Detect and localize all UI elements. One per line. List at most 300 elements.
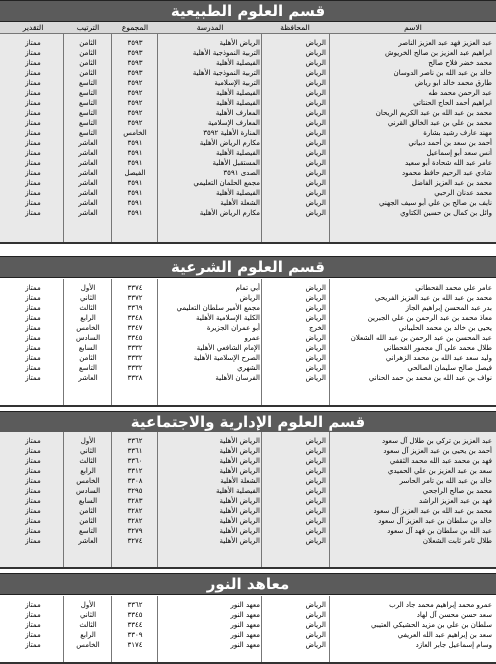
region: الرياض xyxy=(305,79,326,87)
rank: السابع xyxy=(78,344,98,352)
grade: ممتاز xyxy=(25,537,41,545)
grade: ممتاز xyxy=(25,294,41,302)
table-row xyxy=(0,38,496,48)
table-row xyxy=(0,476,496,486)
grade: ممتاز xyxy=(25,314,41,322)
region: الرياض xyxy=(305,517,326,525)
region: الرياض xyxy=(305,611,326,619)
student-name: نايف بن صالح بن علي أبو سيف الجهني xyxy=(379,199,492,207)
region: الرياض xyxy=(305,179,326,187)
grade: ممتاز xyxy=(25,149,41,157)
results-table xyxy=(0,34,496,244)
region: الرياض xyxy=(305,334,326,342)
student-name: محمد خضر فلاح صالح xyxy=(428,59,492,67)
region: الرياض xyxy=(305,457,326,465)
grade: ممتاز xyxy=(25,334,41,342)
header-total-score: المجموع xyxy=(121,23,149,32)
table-row xyxy=(0,283,496,293)
rank: الثامن xyxy=(79,354,97,362)
grade: ممتاز xyxy=(25,641,41,649)
student-name: أحمد بن يحيى بن عبد العزيز آل سعود xyxy=(383,447,492,455)
region: الرياض xyxy=(305,344,326,352)
student-name: وسام إسماعيل جابر العازد xyxy=(415,641,492,649)
rank: السادس xyxy=(75,487,101,495)
student-name: خالد بن عبد الله بن ناصر الدوسان xyxy=(393,69,492,77)
school: معهد النور xyxy=(230,631,260,639)
grade: ممتاز xyxy=(25,59,41,67)
section-banner xyxy=(0,573,496,595)
rank: العاشر xyxy=(78,139,98,147)
grade: ممتاز xyxy=(25,447,41,455)
rank: الأول xyxy=(80,284,96,292)
region: الخرج xyxy=(309,324,326,332)
table-row xyxy=(0,333,496,343)
student-name: فهد بن عبد العزيز الراشد xyxy=(419,497,492,505)
grade: ممتاز xyxy=(25,119,41,127)
rank: الثامن xyxy=(79,507,97,515)
region: الرياض xyxy=(305,59,326,67)
table-row xyxy=(0,506,496,516)
rank: العاشر xyxy=(78,149,98,157)
student-name: فيصل صالح سليمان الصالحي xyxy=(407,364,492,372)
table-row xyxy=(0,446,496,456)
school: الرياض xyxy=(239,294,260,302)
total-score: ٣٣٧٢ xyxy=(127,294,143,302)
header-student-name: الاسم xyxy=(404,23,422,32)
region: الرياض xyxy=(305,99,326,107)
grade: ممتاز xyxy=(25,304,41,312)
student-name: بدر عبد المحسن إبراهيم الجاز xyxy=(405,304,492,312)
total-score: ٣٣٤٥ xyxy=(127,334,143,342)
total-score: ٣٣٦١ xyxy=(127,447,143,455)
total-score: ٣٣٤٧ xyxy=(127,324,143,332)
total-score: ٣٢٨٣ xyxy=(127,497,143,505)
table-row xyxy=(0,363,496,373)
grade: ممتاز xyxy=(25,139,41,147)
student-name: محمد بن علي بن عبد الخالق القرني xyxy=(387,119,492,127)
school: التربية الإسلامية xyxy=(214,79,260,87)
school: الفيصلية الأهلية xyxy=(215,149,260,157)
student-name: فهد بن محمد عبد الله محمد الثقفي xyxy=(389,457,492,465)
section-banner xyxy=(0,411,496,433)
section-banner xyxy=(0,256,496,278)
section-title: قسم العلوم الإدارية والاجتماعية xyxy=(130,413,366,431)
school: معهد النور xyxy=(230,601,260,609)
region: الرياض xyxy=(305,477,326,485)
school: الفيصلية الأهلية xyxy=(215,487,260,495)
region: الرياض xyxy=(305,507,326,515)
student-name: عبد الله بن سلطان بن فهد آل سعود xyxy=(387,527,492,535)
school: الشعلة الأهلية xyxy=(220,199,260,207)
total-score: الخامس xyxy=(123,129,147,137)
grade: ممتاز xyxy=(25,497,41,505)
rank: العاشر xyxy=(78,537,98,545)
total-score: ٣٥٩١ xyxy=(127,149,143,157)
rank: الثامن xyxy=(79,49,97,57)
table-row xyxy=(0,466,496,476)
student-name: نواف بن عبد الله بن محمد بن حمد الحناني xyxy=(368,374,492,382)
school: معهد النور xyxy=(230,611,260,619)
region: الرياض xyxy=(305,314,326,322)
table-row xyxy=(0,516,496,526)
total-score: ٣٣٣٢ xyxy=(127,364,143,372)
school: الرياض الأهلية xyxy=(219,517,260,525)
rank: الثامن xyxy=(79,517,97,525)
table-row xyxy=(0,620,496,630)
total-score: ٣١٧٤ xyxy=(127,641,143,649)
total-score: ٣٣١٢ xyxy=(127,467,143,475)
table-row xyxy=(0,630,496,640)
table-row xyxy=(0,323,496,333)
region: الرياض xyxy=(305,69,326,77)
region: الرياض xyxy=(305,209,326,217)
region: الرياض xyxy=(305,304,326,312)
total-score: ٣٣٧٤ xyxy=(127,284,143,292)
school: الفيصلية الأهلية xyxy=(215,189,260,197)
grade: ممتاز xyxy=(25,354,41,362)
rank: العاشر xyxy=(78,199,98,207)
student-name: وائل بن كمال بن حسين الكتاوي xyxy=(400,209,492,217)
school: مجمع الأمير سلطان التعليمي xyxy=(176,304,260,312)
table-row xyxy=(0,496,496,506)
grade: ممتاز xyxy=(25,527,41,535)
region: الرياض xyxy=(305,527,326,535)
total-score: ٣٣٦٢ xyxy=(127,437,143,445)
total-score: ٣٥٩٢ xyxy=(127,109,143,117)
school: الفرسان الأهلية xyxy=(215,374,260,382)
school: الصدى ٣٥٩١ xyxy=(223,169,260,177)
rank: العاشر xyxy=(78,159,98,167)
school: المعارف الإسلامية xyxy=(207,119,260,127)
school: التربية النموذجية الأهلية xyxy=(192,69,260,77)
rank: الثاني xyxy=(79,294,97,302)
school: الرياض الأهلية xyxy=(219,437,260,445)
student-name: محمد بن عبد العزيز الفاضل xyxy=(411,179,492,187)
rank: الثالث xyxy=(79,621,97,629)
table-row xyxy=(0,188,496,198)
section-title: قسم العلوم الطبيعية xyxy=(170,2,326,20)
region: الرياض xyxy=(305,284,326,292)
school: الكلية الإسلامية الأهلية xyxy=(196,314,260,322)
rank: التاسع xyxy=(79,119,97,127)
rank: العاشر xyxy=(78,169,98,177)
total-score: ٣٣٤٨ xyxy=(127,314,143,322)
student-name: محمد بن عبد الله بن عبد العزيز الفريحي xyxy=(374,294,492,302)
grade: ممتاز xyxy=(25,601,41,609)
table-row xyxy=(0,343,496,353)
school: الرياض الأهلية xyxy=(219,537,260,545)
school: التربية النموذجية الأهلية xyxy=(192,49,260,57)
rank: الثامن xyxy=(79,59,97,67)
rank: العاشر xyxy=(78,374,98,382)
grade: ممتاز xyxy=(25,344,41,352)
rank: الثاني xyxy=(79,611,97,619)
table-row xyxy=(0,48,496,58)
table-row xyxy=(0,88,496,98)
student-name: عامر عبد الله شحادة أبو سعيد xyxy=(405,159,492,167)
table-row xyxy=(0,303,496,313)
total-score: ٣٥٩١ xyxy=(127,139,143,147)
grade: ممتاز xyxy=(25,437,41,445)
table-row xyxy=(0,373,496,383)
header-school: المدرسة xyxy=(196,23,224,32)
grade: ممتاز xyxy=(25,79,41,87)
school: الرياض الأهلية xyxy=(219,527,260,535)
rank: السادس xyxy=(75,334,101,342)
region: الرياض xyxy=(305,119,326,127)
rank: الخامس xyxy=(76,477,100,485)
table-row xyxy=(0,198,496,208)
region: الرياض xyxy=(305,129,326,137)
school: المنارة الأهلية ٣٥٩٢ xyxy=(203,129,260,137)
student-name: شادي عبد الرحيم حافظ محمود xyxy=(402,169,492,177)
region: الرياض xyxy=(305,621,326,629)
school: الرياض الأهلية xyxy=(219,457,260,465)
school: عمرو xyxy=(244,334,260,342)
table-row xyxy=(0,208,496,218)
grade: ممتاز xyxy=(25,487,41,495)
student-name: أحمد بن سعد بن أحمد دبياني xyxy=(408,139,492,147)
rank: الرابع xyxy=(80,314,96,322)
total-score: ٣٥٩٢ xyxy=(127,99,143,107)
grade: ممتاز xyxy=(25,631,41,639)
student-name: ابراهيم عبد العزيز بن صالح الخريوش xyxy=(385,49,492,57)
total-score: ٣٢٩٥ xyxy=(127,487,143,495)
grade: ممتاز xyxy=(25,611,41,619)
total-score: ٣٣٤٥ xyxy=(127,611,143,619)
grade: ممتاز xyxy=(25,467,41,475)
region: الرياض xyxy=(305,189,326,197)
rank: التاسع xyxy=(79,364,97,372)
table-row xyxy=(0,108,496,118)
rank: التاسع xyxy=(79,79,97,87)
school: الفيصلية الأهلية xyxy=(215,59,260,67)
school: أبي تمام xyxy=(235,284,260,292)
student-name: طلال محمد علي آل مجمور القحطاني xyxy=(383,344,492,352)
region: الرياض xyxy=(305,641,326,649)
table-row xyxy=(0,148,496,158)
rank: العاشر xyxy=(78,179,98,187)
student-name: طلال ثامر ثابت الشعلان xyxy=(422,537,492,545)
student-name: طارق محمد خالد ابو رياض xyxy=(414,79,492,87)
grade: ممتاز xyxy=(25,89,41,97)
table-row xyxy=(0,168,496,178)
student-name: خالد بن سلطان بن عبد العزيز آل سعود xyxy=(378,517,492,525)
total-score: ٣٣٦٢ xyxy=(127,601,143,609)
total-score: ٣٢٧٤ xyxy=(127,537,143,545)
grade: ممتاز xyxy=(25,169,41,177)
total-score: ٣٥٩١ xyxy=(127,159,143,167)
rank: التاسع xyxy=(79,527,97,535)
total-score: ٣٥٩٣ xyxy=(127,39,143,47)
grade: ممتاز xyxy=(25,364,41,372)
student-name: وليد سعد عبد الله بن محمد الزهراني xyxy=(385,354,492,362)
student-name: معاذ محمد بن عبد الرحمن بن علي الجبرين xyxy=(367,314,492,322)
total-score: ٣٥٩١ xyxy=(127,179,143,187)
grade: ممتاز xyxy=(25,324,41,332)
table-row xyxy=(0,526,496,536)
student-name: عبد المحسن بن عبد الرحمن بن عبد الله الشعلان xyxy=(350,334,492,342)
student-name: محمد بن عبد الله بن عبد الكريم الريحان xyxy=(375,109,492,117)
section-title: معاهد النور xyxy=(206,575,290,593)
region: الرياض xyxy=(305,49,326,57)
rank: الخامس xyxy=(76,324,100,332)
student-name: عمرو محمد إبراهيم محمد جاد الرب xyxy=(389,601,492,609)
table-row xyxy=(0,178,496,188)
rank: الأول xyxy=(80,437,96,445)
total-score: ٣٥٩٣ xyxy=(127,59,143,67)
student-name: عامر علي محمد القحطاني xyxy=(415,284,492,292)
grade: ممتاز xyxy=(25,517,41,525)
rank: التاسع xyxy=(79,129,97,137)
school: معهد النور xyxy=(230,641,260,649)
region: الرياض xyxy=(305,364,326,372)
section-banner xyxy=(0,0,496,22)
student-name: سعد بن إبراهيم عبد الله العريفي xyxy=(397,631,492,639)
grade: ممتاز xyxy=(25,109,41,117)
region: الرياض xyxy=(305,294,326,302)
table-row xyxy=(0,58,496,68)
rank: الثامن xyxy=(79,69,97,77)
school: الشعلة الأهلية xyxy=(220,477,260,485)
student-name: سلطان بن علي بن مزيد الحشيكي العتيبي xyxy=(371,621,492,629)
grade: ممتاز xyxy=(25,284,41,292)
region: الرياض xyxy=(305,374,326,382)
region: الرياض xyxy=(305,601,326,609)
region: الرياض xyxy=(305,437,326,445)
total-score: ٣٥٩٢ xyxy=(127,79,143,87)
total-score: ٣٥٩٢ xyxy=(127,89,143,97)
table-row xyxy=(0,293,496,303)
table-row xyxy=(0,600,496,610)
table-row xyxy=(0,98,496,108)
total-score: ٣٣٣٢ xyxy=(127,344,143,352)
region: الرياض xyxy=(305,109,326,117)
table-row xyxy=(0,68,496,78)
rank: الثامن xyxy=(79,39,97,47)
school: مكارم الرياض الأهلية xyxy=(199,139,260,147)
grade: ممتاز xyxy=(25,199,41,207)
school: الإمام الشافعي الأهلية xyxy=(196,344,260,352)
total-score: ٣٥٩٣ xyxy=(127,49,143,57)
section-title: قسم العلوم الشرعية xyxy=(171,258,325,276)
student-name: خالد بن عبد الله بن تامر الحاسر xyxy=(399,477,492,485)
grade: ممتاز xyxy=(25,189,41,197)
table-row xyxy=(0,536,496,546)
total-score: ٣٣٢٨ xyxy=(127,374,143,382)
total-score: ٣٥٩٢ xyxy=(127,119,143,127)
grade: ممتاز xyxy=(25,209,41,217)
results-table xyxy=(0,596,496,664)
rank: التاسع xyxy=(79,89,97,97)
grade: ممتاز xyxy=(25,69,41,77)
rank: العاشر xyxy=(78,209,98,217)
school: الرياض الأهلية xyxy=(219,507,260,515)
region: الرياض xyxy=(305,89,326,97)
table-row xyxy=(0,456,496,466)
school: الفيصلية الأهلية xyxy=(215,99,260,107)
table-row xyxy=(0,158,496,168)
total-score: ٣٣٣٢ xyxy=(127,354,143,362)
grade: ممتاز xyxy=(25,39,41,47)
grade: ممتاز xyxy=(25,179,41,187)
rank: الرابع xyxy=(80,467,96,475)
student-name: عبد الرحمن محمد طه xyxy=(428,89,492,97)
table-row xyxy=(0,436,496,446)
rank: الثالث xyxy=(79,457,97,465)
school: الرياض الأهلية xyxy=(219,497,260,505)
header-region: المحافظة xyxy=(280,23,310,32)
total-score: ٣٥٩١ xyxy=(127,209,143,217)
school: مكارم الرياض الأهلية xyxy=(199,209,260,217)
student-name: محمد بن صالح الراجحي xyxy=(422,487,492,495)
grade: ممتاز xyxy=(25,129,41,137)
grade: ممتاز xyxy=(25,49,41,57)
total-score: ٣٢٨٢ xyxy=(127,507,143,515)
school: المعارف الأهلية xyxy=(215,109,260,117)
student-name: مهند عارف رشيد بشارة xyxy=(423,129,492,137)
grade: ممتاز xyxy=(25,374,41,382)
region: الرياض xyxy=(305,537,326,545)
region: الرياض xyxy=(305,497,326,505)
grade: ممتاز xyxy=(25,159,41,167)
total-score: ٣٣٠٩ xyxy=(127,631,143,639)
school: الرياض الأهلية xyxy=(219,39,260,47)
school: المستقبل الأهلية xyxy=(212,159,260,167)
table-row xyxy=(0,610,496,620)
table-row xyxy=(0,486,496,496)
table-row xyxy=(0,138,496,148)
total-score: ٣٣٤٤ xyxy=(127,621,143,629)
student-name: سعد بن عبد العزيز بن علي الحميدي xyxy=(387,467,492,475)
total-score: ٣٣٦٩ xyxy=(127,304,143,312)
total-score: ٣٣٠٨ xyxy=(127,477,143,485)
header-grade: التقدير xyxy=(22,23,44,32)
rank: الأول xyxy=(80,601,96,609)
rank: العاشر xyxy=(78,189,98,197)
school: الشهري xyxy=(237,364,260,372)
school: الصرح الإسلامية الأهلية xyxy=(193,354,260,362)
student-name: ابراهيم أحمد الحاج الحنتاتي xyxy=(413,99,492,107)
school: أبو عمران الجزيرة xyxy=(206,324,260,332)
total-score: ٣٢٧٩ xyxy=(127,527,143,535)
table-row xyxy=(0,128,496,138)
results-table xyxy=(0,432,496,569)
grade: ممتاز xyxy=(25,457,41,465)
total-score: الفيصل xyxy=(124,169,146,177)
total-score: ٣٥٩٣ xyxy=(127,69,143,77)
grade: ممتاز xyxy=(25,621,41,629)
table-header xyxy=(0,22,496,34)
table-row xyxy=(0,640,496,650)
student-name: محمد عدنان الرحبي xyxy=(434,189,492,197)
rank: الخامس xyxy=(76,641,100,649)
total-score: ٣٣٦٠ xyxy=(127,457,143,465)
student-name: أنس سعد أبو إسماعيل xyxy=(426,149,492,157)
rank: التاسع xyxy=(79,109,97,117)
rank: السابع xyxy=(78,497,98,505)
total-score: ٣٥٩١ xyxy=(127,189,143,197)
rank: الرابع xyxy=(80,631,96,639)
table-row xyxy=(0,118,496,128)
region: الرياض xyxy=(305,199,326,207)
region: الرياض xyxy=(305,354,326,362)
header-rank: الترتيب xyxy=(76,23,100,32)
rank: التاسع xyxy=(79,99,97,107)
results-table xyxy=(0,279,496,407)
region: الرياض xyxy=(305,149,326,157)
table-row xyxy=(0,313,496,323)
